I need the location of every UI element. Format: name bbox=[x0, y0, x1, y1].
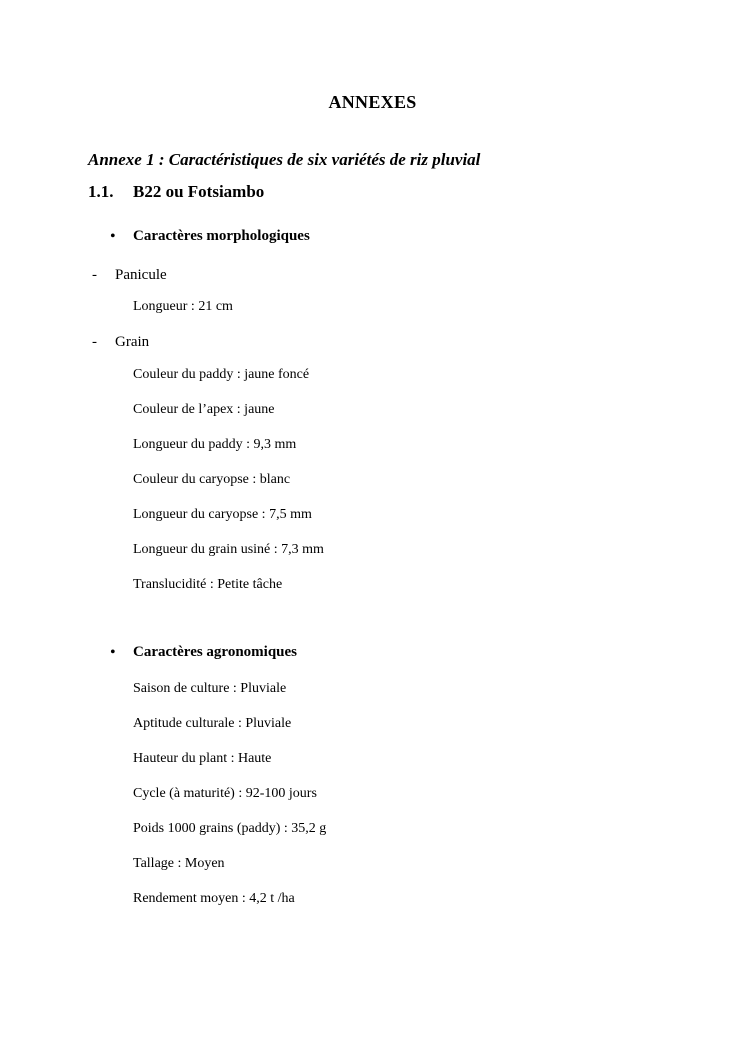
panicule-label: Panicule bbox=[115, 267, 167, 283]
grain-line: Couleur du caryopse : blanc bbox=[133, 472, 291, 487]
agro-line: Cycle (à maturité) : 92-100 jours bbox=[133, 786, 317, 801]
agro-line: Aptitude culturale : Pluviale bbox=[133, 716, 292, 731]
grain-line: Couleur du paddy : jaune foncé bbox=[133, 367, 310, 382]
agro-heading: Caractères agronomiques bbox=[133, 644, 298, 660]
section-title: B22 ou Fotsiambo bbox=[133, 182, 265, 201]
agro-line: Rendement moyen : 4,2 t /ha bbox=[133, 891, 295, 906]
grain-line: Translucidité : Petite tâche bbox=[133, 577, 283, 592]
agro-line: Tallage : Moyen bbox=[133, 856, 225, 871]
grain-label: Grain bbox=[115, 334, 150, 350]
agro-line: Hauteur du plant : Haute bbox=[133, 751, 272, 766]
annex-heading: Annexe 1 : Caractéristiques de six variétés de riz pluvial bbox=[88, 150, 481, 169]
panicule-dash: - bbox=[92, 267, 97, 283]
agro-line: Saison de culture : Pluviale bbox=[133, 681, 287, 696]
grain-line: Couleur de l’apex : jaune bbox=[133, 402, 275, 417]
bullet-morpho-icon: • bbox=[110, 228, 116, 245]
panicule-line: Longueur : 21 cm bbox=[133, 299, 233, 314]
page-title: ANNEXES bbox=[328, 92, 417, 112]
bullet-agro-icon: • bbox=[110, 644, 116, 661]
grain-line: Longueur du caryopse : 7,5 mm bbox=[133, 507, 312, 522]
section-number: 1.1. bbox=[88, 182, 114, 201]
agro-line: Poids 1000 grains (paddy) : 35,2 g bbox=[133, 821, 327, 836]
grain-line: Longueur du grain usiné : 7,3 mm bbox=[133, 542, 324, 557]
morpho-heading: Caractères morphologiques bbox=[133, 228, 310, 244]
grain-line: Longueur du paddy : 9,3 mm bbox=[133, 437, 297, 452]
grain-dash: - bbox=[92, 334, 97, 350]
